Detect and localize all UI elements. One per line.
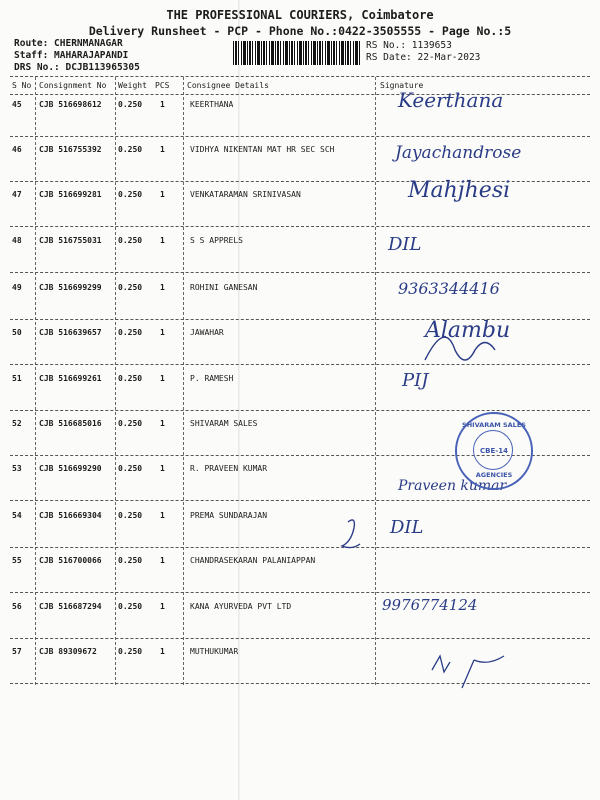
row-pcs: 1 [160, 328, 165, 337]
row-consignment-no: CJB 516699290 [39, 464, 102, 473]
row-consignment-no: CJB 516699281 [39, 190, 102, 199]
row-signature: PIJ [402, 370, 429, 391]
row-consignment-no: CJB 516755392 [39, 145, 102, 154]
row-sno: 53 [12, 464, 22, 473]
row-sno: 54 [12, 511, 22, 520]
row-consignee: VENKATARAMAN SRINIVASAN [190, 190, 301, 199]
row-consignee: S S APPRELS [190, 236, 243, 245]
company-stamp [455, 412, 533, 490]
row-pcs: 1 [160, 190, 165, 199]
row-signature: Jayachandrose [395, 143, 522, 163]
row-pcs: 1 [160, 145, 165, 154]
row-sno: 52 [12, 419, 22, 428]
col-consignee: Consignee Details [187, 81, 269, 90]
row-weight: 0.250 [118, 419, 143, 428]
row-weight: 0.250 [118, 100, 143, 109]
row-consignment-no: CJB 516699299 [39, 283, 102, 292]
stamp-top-text: SHIVARAM SALES [462, 421, 526, 429]
row-weight: 0.250 [118, 556, 143, 565]
route-label: Route: CHERNMANAGAR [14, 38, 123, 49]
row-weight: 0.250 [118, 283, 143, 292]
row-consignee: PREMA SUNDARAJAN [190, 511, 268, 520]
row-consignee: JAWAHAR [190, 328, 224, 337]
row-consignee: P. RAMESH [190, 374, 234, 383]
runsheet-title: Delivery Runsheet - PCP - Phone No.:0422-3505555 - Page No.:5 [88, 24, 512, 38]
row-pcs: 1 [160, 236, 165, 245]
row-sno: 55 [12, 556, 22, 565]
row-weight: 0.250 [118, 464, 143, 473]
row-weight: 0.250 [118, 190, 143, 199]
row-weight: 0.250 [118, 374, 143, 383]
row-signature: DIL [390, 517, 424, 538]
row-consignee: R. PRAVEEN KUMAR [190, 464, 268, 473]
stamp-center-text: CBE-14 [480, 447, 508, 455]
row-consignee: MUTHUKUMAR [190, 647, 239, 656]
row-pcs: 1 [160, 602, 165, 611]
row-signature: DIL [388, 234, 422, 255]
row-weight: 0.250 [118, 647, 143, 656]
row-pcs: 1 [160, 100, 165, 109]
col-consignment: Consignment No [39, 81, 107, 90]
signature-scribble [432, 656, 450, 672]
row-pcs: 1 [160, 374, 165, 383]
row-sno: 57 [12, 647, 22, 656]
row-pcs: 1 [160, 647, 165, 656]
row-consignee: KEERTHANA [190, 100, 234, 109]
signature-scribble [425, 337, 495, 360]
row-consignment-no: CJB 516698612 [39, 100, 102, 109]
row-sno: 48 [12, 236, 22, 245]
row-consignee: KANA AYURVEDA PVT LTD [190, 602, 292, 611]
row-weight: 0.250 [118, 236, 143, 245]
row-pcs: 1 [160, 464, 165, 473]
row-weight: 0.250 [118, 602, 143, 611]
row-weight: 0.250 [118, 328, 143, 337]
row-sno: 49 [12, 283, 22, 292]
row-signature: Praveen kumar [398, 478, 507, 494]
staff-label: Staff: MAHARAJAPANDI [14, 50, 129, 61]
row-consignee: VIDHYA NIKENTAN MAT HR SEC SCH [190, 145, 335, 154]
row-sno: 51 [12, 374, 22, 383]
col-weight: Weight [118, 81, 147, 90]
row-consignee: SHIVARAM SALES [190, 419, 258, 428]
row-pcs: 1 [160, 511, 165, 520]
row-sno: 46 [12, 145, 22, 154]
row-consignee: ROHINI GANESAN [190, 283, 258, 292]
rs-number: RS No.: 1139653 [366, 40, 452, 51]
col-signature: Signature [380, 81, 424, 90]
row-sno: 50 [12, 328, 22, 337]
row-signature: Mahjhesi [408, 178, 511, 203]
col-pcs: PCS [155, 81, 170, 90]
row-weight: 0.250 [118, 511, 143, 520]
row-pcs: 1 [160, 556, 165, 565]
row-consignee: CHANDRASEKARAN PALANIAPPAN [190, 556, 316, 565]
row-consignment-no: CJB 516699261 [39, 374, 102, 383]
drs-label: DRS No.: DCJB113965305 [14, 62, 140, 73]
rs-date: RS Date: 22-Mar-2023 [366, 52, 481, 63]
row-consignment-no: CJB 89309672 [39, 647, 97, 656]
col-sno: S No [12, 81, 32, 90]
row-consignment-no: CJB 516700066 [39, 556, 102, 565]
signature-scribble [462, 656, 504, 688]
row-consignment-no: CJB 516639657 [39, 328, 102, 337]
company-title: THE PROFESSIONAL COURIERS, Coimbatore [166, 8, 434, 22]
row-signature: 9363344416 [398, 279, 500, 298]
stamp-right-text: AGENCIES [475, 471, 513, 479]
row-pcs: 1 [160, 419, 165, 428]
row-signature: Keerthana [398, 88, 504, 112]
row-weight: 0.250 [118, 145, 143, 154]
row-sno: 56 [12, 602, 22, 611]
row-consignment-no: CJB 516755031 [39, 236, 102, 245]
row-signature: Alambu [425, 318, 511, 343]
row-signature: 9976774124 [382, 596, 478, 614]
row-pcs: 1 [160, 283, 165, 292]
row-consignment-no: CJB 516669304 [39, 511, 102, 520]
row-sno: 47 [12, 190, 22, 199]
row-sno: 45 [12, 100, 22, 109]
row-consignment-no: CJB 516687294 [39, 602, 102, 611]
row-consignment-no: CJB 516685016 [39, 419, 102, 428]
signature-scribble [342, 520, 360, 548]
